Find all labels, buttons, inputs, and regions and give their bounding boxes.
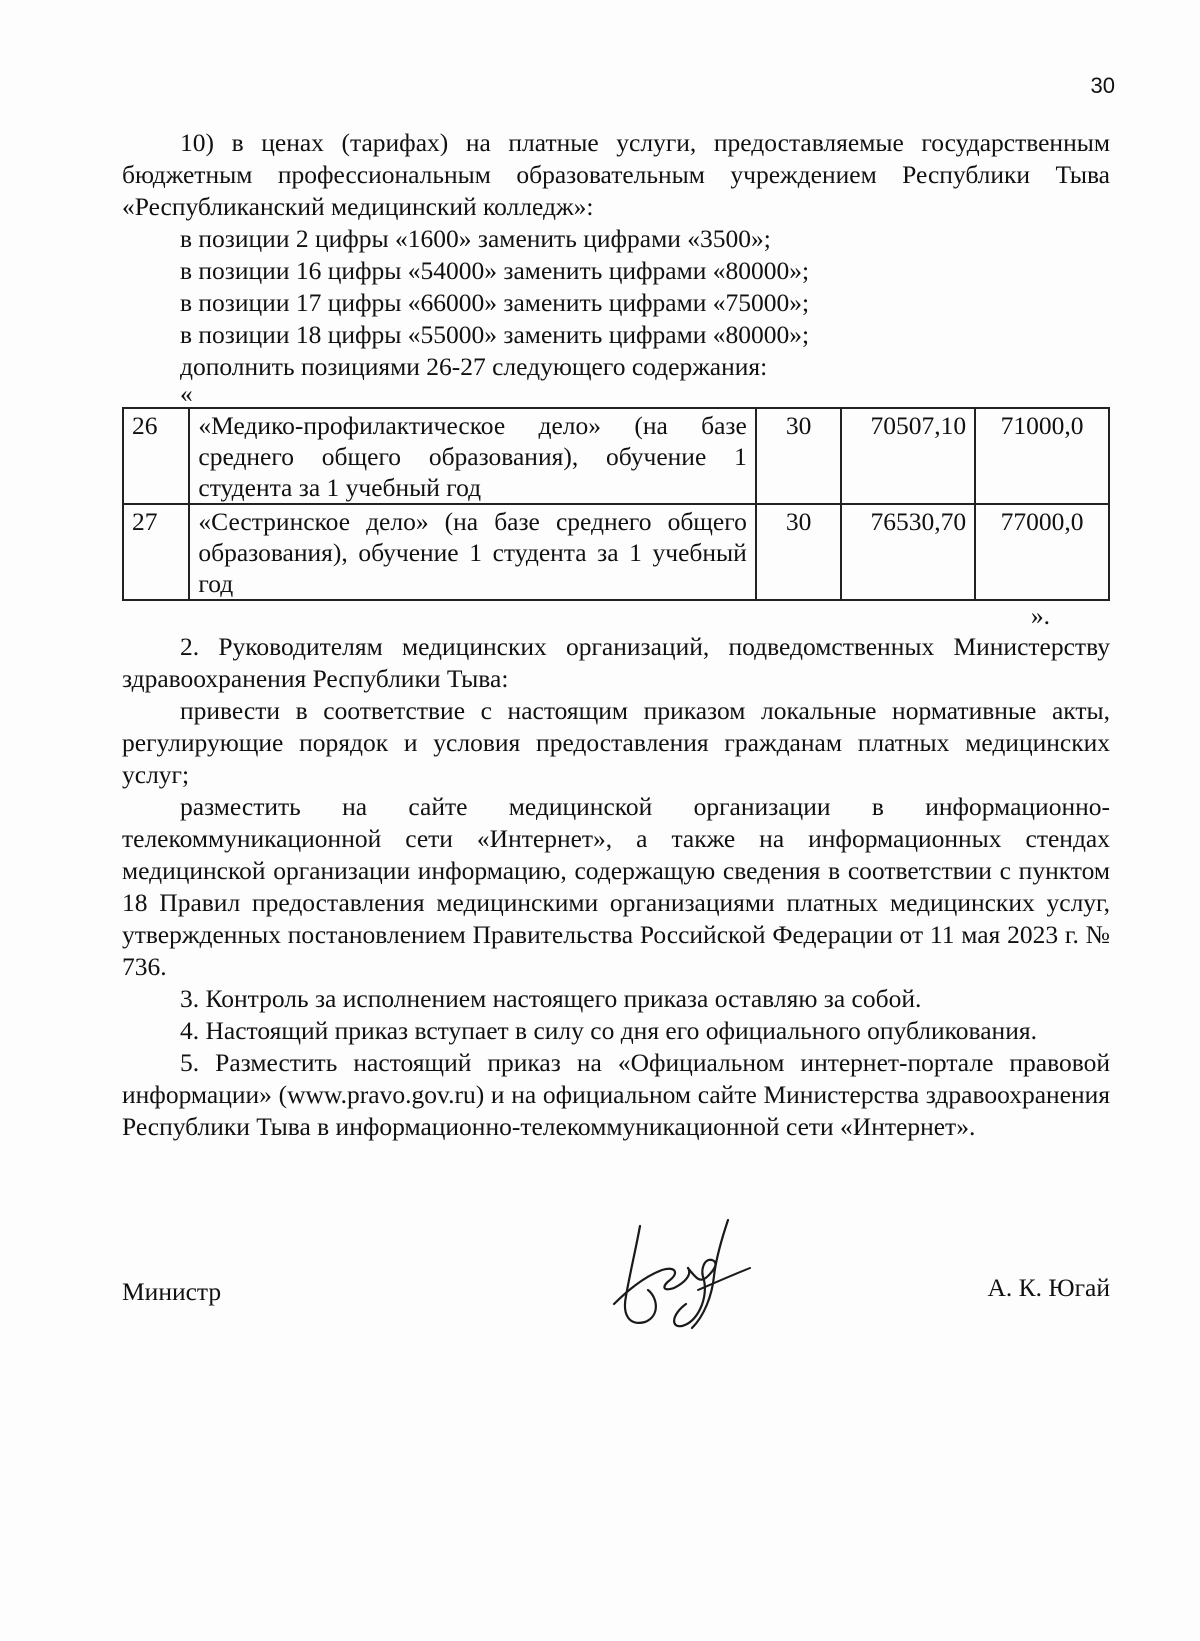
- signature-block: [122, 1218, 1110, 1378]
- section2-point: привести в соответствие с настоящим приказом локальные нормативные акты, регулирующие порядок и условия предоставления гражданам платных медицинских услуг;: [122, 696, 1110, 789]
- service-description: «Медико-профилактическое дело» (на базе среднего общего образования), обучение 1 студента за 1 учебный год: [189, 408, 755, 504]
- position-number: 27: [123, 504, 189, 600]
- change-line: в позиции 18 цифры «55000» заменить цифрами «80000»;: [180, 320, 810, 349]
- section2-point: разместить на сайте медицинской организации в информационно-телекоммуникационной сети «Интернет», а также на информационных стендах медицинской организации информацию, содержащую сведения в соответствии с пунктом 18 Правил предоставления медицинскими организациями платных медицинских услуг, утвержденных постановлением Правительства Российской Федерации от 11 мая 2023 г. № 736.: [122, 792, 1110, 981]
- table-row: [123, 504, 1109, 600]
- change-line: в позиции 2 цифры «1600» заменить цифрами «3500»;: [180, 224, 771, 253]
- position-number: 26: [123, 408, 189, 504]
- signatory-name: А. К. Югай: [987, 1273, 1110, 1302]
- new-price-cell: 71000,0: [975, 408, 1109, 504]
- signatory-title: Министр: [122, 1277, 222, 1306]
- table-row: [123, 408, 1109, 504]
- open-quote: «: [180, 379, 193, 408]
- price-cell: 70507,10: [841, 408, 975, 504]
- close-quote: ».: [1030, 601, 1050, 630]
- price-cell: 76530,70: [841, 504, 975, 600]
- change-line: в позиции 17 цифры «66000» заменить цифрами «75000»;: [180, 288, 810, 317]
- document-body: [122, 127, 1110, 1143]
- quantity-cell: 30: [756, 504, 842, 600]
- new-price-cell: 77000,0: [975, 504, 1109, 600]
- section2-intro: 2. Руководителям медицинских организаций, подведомственных Министерству здравоохранения Республики Тыва:: [122, 632, 1110, 693]
- section5-paragraph: 5. Разместить настоящий приказ на «Официальном интернет-портале правовой информации» (www.pravo.gov.ru) и на официальном сайте Министерства здравоохранения Республики Тыва в информационно-телекоммуникационной сети «Интернет».: [122, 1048, 1110, 1141]
- page-number: 30: [1090, 73, 1115, 98]
- section4-paragraph: 4. Настоящий приказ вступает в силу со дня его официального опубликования.: [180, 1016, 1037, 1045]
- quantity-cell: 30: [756, 408, 842, 504]
- supplement-line: дополнить позициями 26-27 следующего содержания:: [180, 352, 768, 381]
- service-description: «Сестринское дело» (на базе среднего общего образования), обучение 1 студента за 1 учебный год: [189, 504, 755, 600]
- item10-intro: 10) в ценах (тарифах) на платные услуги, предоставляемые государственным бюджетным профессиональным образовательным учреждением Республики Тыва «Республиканский медицинский колледж»:: [122, 128, 1110, 221]
- price-table: [122, 407, 1110, 601]
- handwritten-signature: [600, 1218, 760, 1333]
- change-line: в позиции 16 цифры «54000» заменить цифрами «80000»;: [180, 256, 810, 285]
- section3-paragraph: 3. Контроль за исполнением настоящего приказа оставляю за собой.: [180, 984, 922, 1013]
